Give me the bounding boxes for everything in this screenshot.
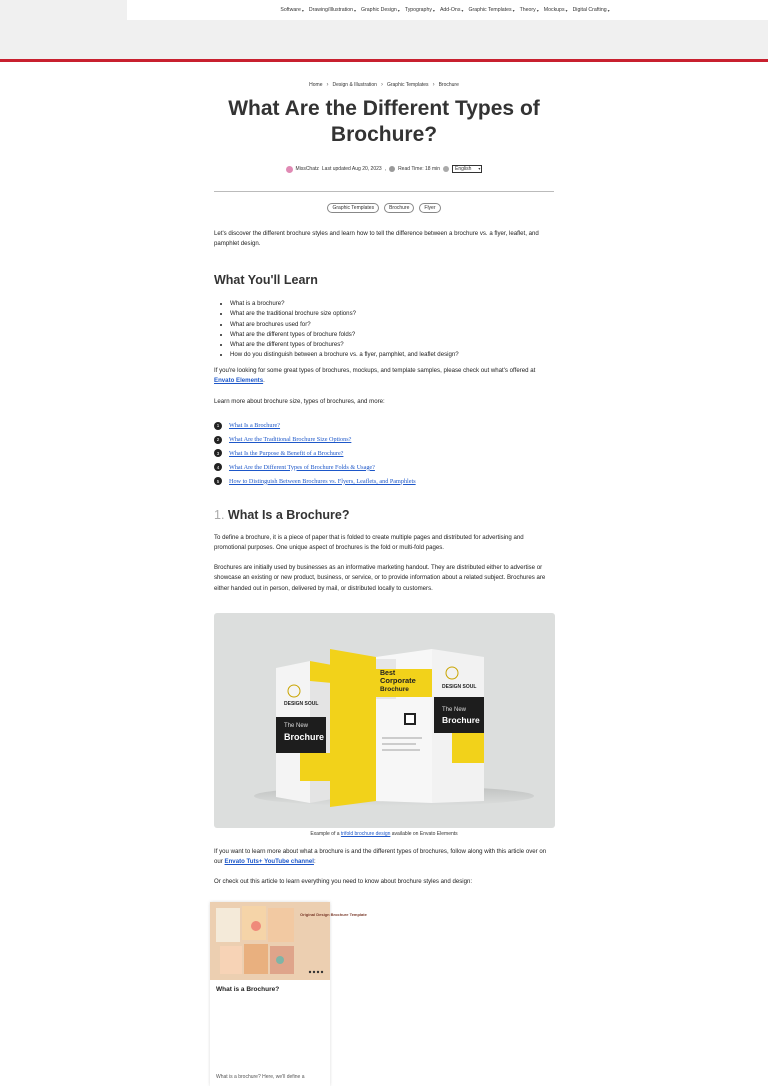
left-the-new: The New xyxy=(284,723,309,729)
video-paragraph xyxy=(214,847,554,868)
learn-heading: What You'll Learn xyxy=(214,273,318,287)
intro-paragraph: Let's discover the different brochure styles and learn how to tell the difference between a brochure vs. a flyer, leaflet, and pamphlet design. xyxy=(214,230,539,248)
learn-more-paragraph: Learn more about brochure size, types of brochures, and more: xyxy=(214,398,385,405)
nav-item-label: Add-Ons xyxy=(439,7,461,13)
toc-number-badge: 4 xyxy=(214,463,222,471)
right-the-new: The New xyxy=(442,707,467,713)
author-avatar[interactable] xyxy=(286,166,293,173)
toc-item xyxy=(214,460,416,474)
breadcrumb-item[interactable]: Design & Illustration xyxy=(332,82,377,88)
left-brochure-title: Brochure xyxy=(284,732,325,742)
thumb-page xyxy=(244,944,268,974)
envato-elements-link[interactable]: Envato Elements xyxy=(214,377,264,385)
chevron-right-icon: › xyxy=(326,82,329,88)
main-nav xyxy=(0,0,768,20)
section1-paragraph-1: To define a brochure, it is a piece of paper that is folded to create multiple pages and distributed for advertising and promotional purposes. One unique aspect of brochures is the fold or multi-fold pages. xyxy=(214,534,524,552)
toc-link[interactable]: What Are the Traditional Brochure Size Options? xyxy=(229,436,352,444)
nav-item-label: Graphic Design xyxy=(361,7,397,13)
text-line xyxy=(382,737,422,739)
video-colon: : xyxy=(313,858,316,866)
breadcrumb-item[interactable]: Home xyxy=(309,82,323,88)
nav-item-label: Graphic Templates xyxy=(468,7,512,13)
nav-item-label: Drawing/Illustration xyxy=(308,7,354,13)
nav-item[interactable] xyxy=(405,7,435,13)
toc-item xyxy=(214,447,416,461)
list-item: • What are brochures used for? xyxy=(230,320,550,330)
text-line xyxy=(382,743,416,745)
header-accent-line xyxy=(0,59,768,62)
language-value: English xyxy=(455,166,472,172)
text-line xyxy=(382,749,420,751)
nav-item-label: Mockups xyxy=(543,7,565,13)
thumb-page xyxy=(268,908,294,942)
nav-item[interactable] xyxy=(520,7,539,13)
chevron-down-icon: ▾ xyxy=(397,7,400,13)
toc-item xyxy=(214,433,416,447)
brochure-image xyxy=(214,613,555,828)
nav-item-label: Theory xyxy=(519,7,536,13)
toc-number-badge: 1 xyxy=(214,422,222,430)
checkout-paragraph: Or check out this article to learn everything you need to know about brochure styles and design: xyxy=(214,878,473,885)
chevron-down-icon: ▾ xyxy=(607,7,610,13)
tag-pill[interactable]: Brochure xyxy=(384,203,414,213)
left-panel-yellow-top xyxy=(310,661,332,683)
list-item: • How do you distinguish between a brochure vs. a flyer, pamphlet, and leaflet design? xyxy=(230,350,550,360)
list-item: • What are the different types of brochure folds? xyxy=(230,330,550,340)
tag-pill[interactable]: Flyer xyxy=(419,203,440,213)
related-article-thumbnail xyxy=(210,902,367,980)
hero-corporate: Corporate xyxy=(380,676,416,685)
thumb-dot xyxy=(309,971,311,973)
thumb-dot xyxy=(317,971,319,973)
toc-item xyxy=(214,474,416,488)
right-yellow-block xyxy=(452,733,484,763)
video-text: If you want to learn more about what a brochure is and the different types of brochures, follow along with this article over on our xyxy=(214,848,547,866)
tag-pill[interactable]: Graphic Templates xyxy=(327,203,379,213)
section-number: 1. xyxy=(214,508,225,522)
toc-item xyxy=(214,419,416,433)
nav-item[interactable] xyxy=(468,7,514,13)
table-of-contents xyxy=(214,419,416,488)
nav-item-label: Software xyxy=(280,7,301,13)
nav-item[interactable] xyxy=(309,7,356,13)
left-yellow-block xyxy=(300,753,330,781)
tag-list xyxy=(214,203,554,213)
thumb-dot xyxy=(313,971,315,973)
caption-text: Example of a xyxy=(310,831,341,837)
middle-panel-yellow xyxy=(330,649,376,807)
thumb-page xyxy=(220,946,242,974)
right-design-soul: DESIGN SOUL xyxy=(442,684,477,690)
article-meta xyxy=(214,165,554,173)
hero-best: Best xyxy=(380,670,396,677)
section-heading-brochure xyxy=(214,508,349,522)
hero-brochure: Brochure xyxy=(380,686,409,693)
meta-separator: , xyxy=(384,166,387,172)
chevron-down-icon: ▾ xyxy=(432,7,435,13)
breadcrumb xyxy=(214,82,554,88)
chevron-down-icon: ▾ xyxy=(478,166,481,171)
clock-icon xyxy=(389,166,395,172)
caption-link[interactable]: trifold brochure design xyxy=(340,831,391,837)
qr-code-inner xyxy=(406,715,414,723)
thumbnail-illustration xyxy=(210,902,367,980)
list-item: • What are the different types of brochures? xyxy=(230,340,550,350)
thumb-title: Original Design Brochure Template xyxy=(300,912,367,917)
list-item: • What are the traditional brochure size options? xyxy=(230,309,550,319)
related-article-title: What is a Brochure? xyxy=(216,986,280,993)
thumb-accent xyxy=(276,956,284,964)
nav-item-label: Digital Crafting xyxy=(572,7,607,13)
looking-period: . xyxy=(263,377,265,385)
related-article-card[interactable] xyxy=(210,902,367,1086)
breadcrumb-item[interactable]: Graphic Templates xyxy=(386,82,429,88)
toc-link[interactable]: What Are the Different Types of Brochure Folds & Usage? xyxy=(229,463,375,471)
thumb-page xyxy=(216,908,240,942)
language-icon xyxy=(443,166,449,172)
toc-number-badge: 3 xyxy=(214,449,222,457)
looking-paragraph xyxy=(214,366,554,387)
breadcrumb-item[interactable]: Brochure xyxy=(438,82,459,88)
nav-item[interactable] xyxy=(440,7,464,13)
author-name[interactable]: MissChatz xyxy=(295,166,319,172)
right-brochure-title: Brochure xyxy=(442,715,480,725)
toc-number-badge: 5 xyxy=(214,477,222,485)
toc-link[interactable]: How to Distinguish Between Brochures vs. Flyers, Leaflets, and Pamphlets xyxy=(229,477,416,485)
nav-item[interactable] xyxy=(280,7,304,13)
nav-item[interactable] xyxy=(544,7,568,13)
chevron-down-icon: ▾ xyxy=(354,7,357,13)
list-item: • What is a brochure? xyxy=(230,299,550,309)
toc-link[interactable]: What Is the Purpose & Benefit of a Brochure? xyxy=(229,449,344,457)
read-time: Read Time: 18 min xyxy=(398,166,441,172)
thumb-dot xyxy=(321,971,323,973)
related-article-excerpt: What is a brochure? Here, we'll define a xyxy=(216,1074,305,1080)
thumb-portrait xyxy=(251,921,261,931)
updated-date: Last updated Aug 20, 2023 xyxy=(321,166,382,172)
looking-text: If you're looking for some great types of brochures, mockups, and template samples, please check out what's offered at xyxy=(214,367,536,374)
chevron-right-icon: › xyxy=(380,82,383,88)
nav-item[interactable] xyxy=(361,7,400,13)
chevron-down-icon: ▾ xyxy=(512,7,515,13)
image-caption xyxy=(214,831,554,837)
chevron-down-icon: ▾ xyxy=(565,7,568,13)
chevron-right-icon: › xyxy=(432,82,435,88)
toc-link[interactable]: What Is a Brochure? xyxy=(229,422,281,430)
chevron-down-icon: ▾ xyxy=(461,7,464,13)
divider xyxy=(214,191,554,192)
nav-item-label: Typography xyxy=(404,7,432,13)
learn-list xyxy=(230,299,550,361)
left-design-soul: DESIGN SOUL xyxy=(284,701,319,707)
brochure-illustration xyxy=(214,613,555,828)
nav-item[interactable] xyxy=(573,7,610,13)
section-title: What Is a Brochure? xyxy=(227,508,350,522)
youtube-channel-link[interactable]: Envato Tuts+ YouTube channel xyxy=(224,858,314,866)
caption-suffix: available on Envato Elements xyxy=(390,831,458,837)
chevron-down-icon: ▾ xyxy=(301,7,304,13)
page-title: What Are the Different Types of Brochure? xyxy=(228,97,540,146)
toc-number-badge: 2 xyxy=(214,436,222,444)
language-select[interactable] xyxy=(452,165,482,173)
section1-paragraph-2: Brochures are initially used by businesses as an informative marketing handout. They are distributed either to advertise or showcase an existing or new product, business, or service, or to provide information about a related subject. Brochures are either handed out in person, delivered by mail, or distributed locally to customers. xyxy=(214,564,546,592)
chevron-down-icon: ▾ xyxy=(536,7,539,13)
